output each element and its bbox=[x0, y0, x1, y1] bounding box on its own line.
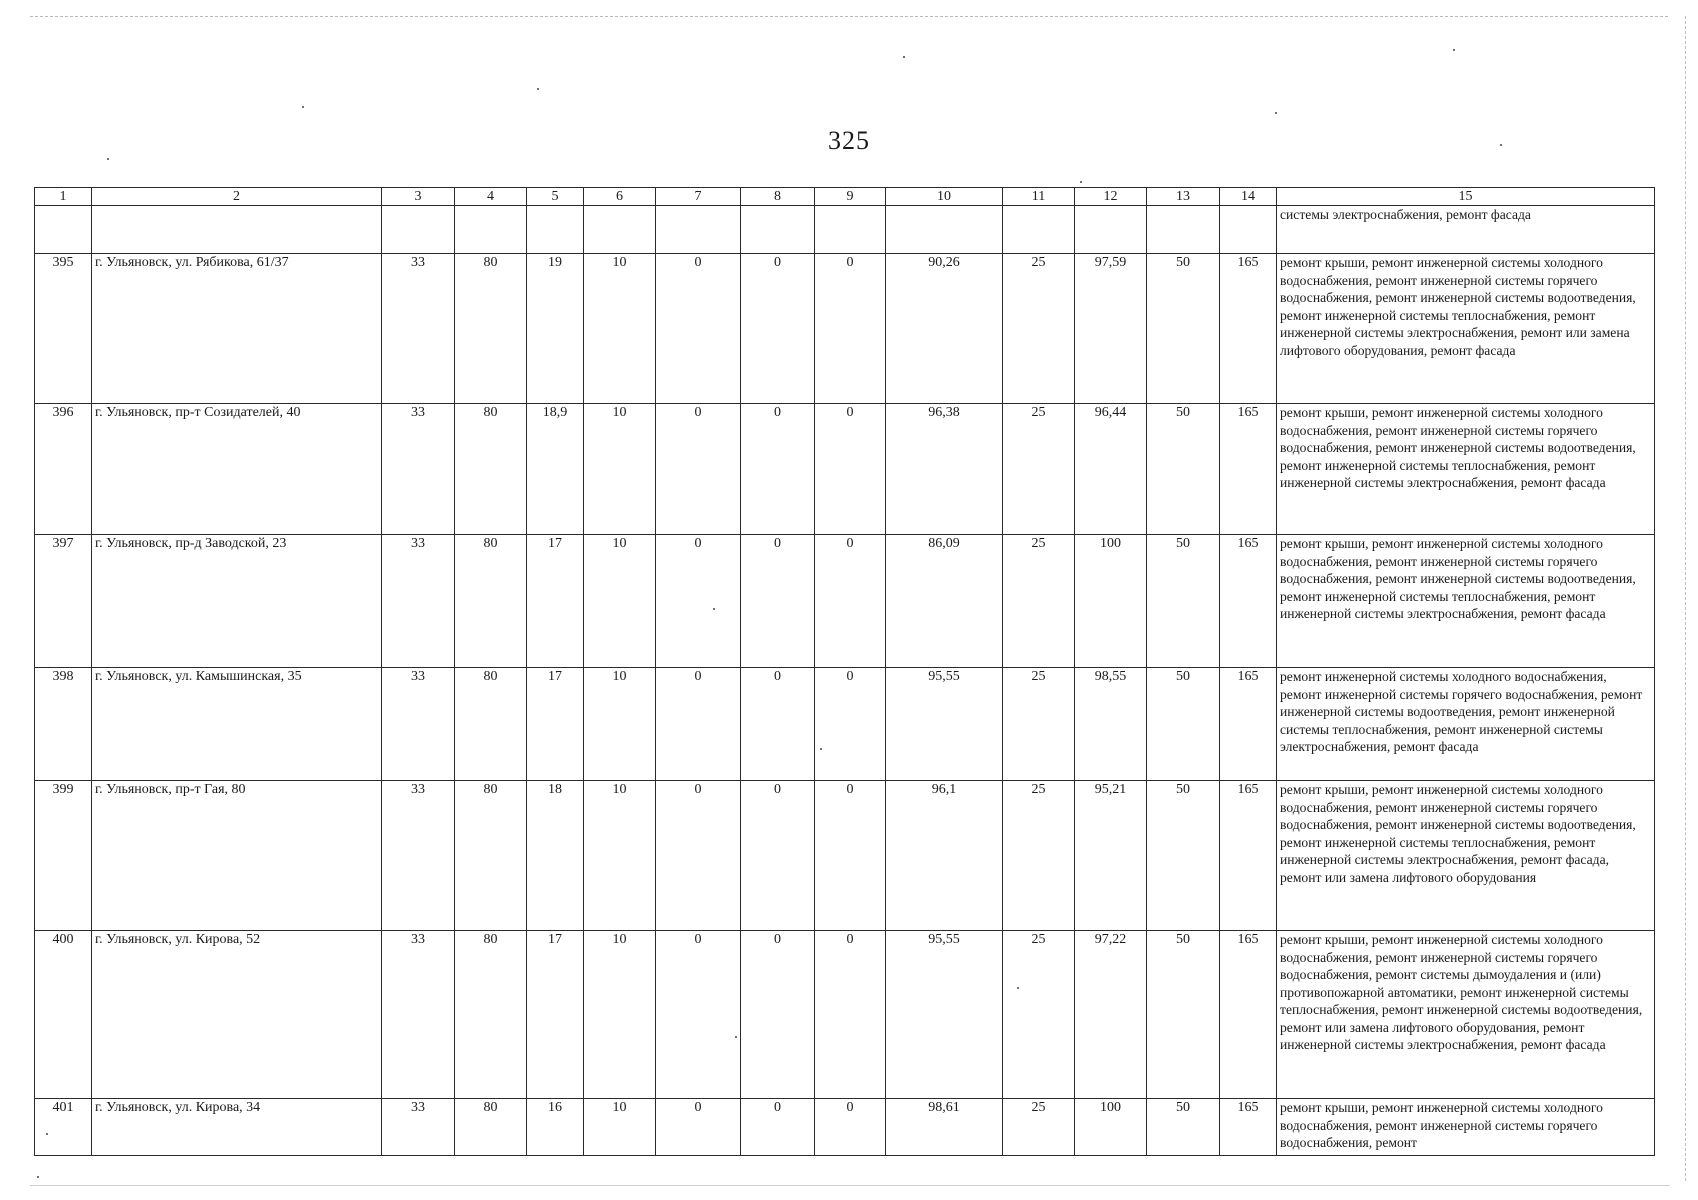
value-cell: 50 bbox=[1147, 404, 1220, 535]
value-cell: 98,61 bbox=[886, 1099, 1003, 1156]
value-cell: 165 bbox=[1220, 1099, 1277, 1156]
column-number: 10 bbox=[886, 188, 1003, 206]
value-cell: 165 bbox=[1220, 254, 1277, 404]
value-cell: 90,26 bbox=[886, 254, 1003, 404]
column-number: 8 bbox=[741, 188, 815, 206]
value-cell: 80 bbox=[455, 404, 527, 535]
value-cell: 0 bbox=[815, 404, 886, 535]
value-cell: 33 bbox=[382, 535, 455, 668]
value-cell: 50 bbox=[1147, 931, 1220, 1099]
value-cell: 50 bbox=[1147, 781, 1220, 931]
column-number-row bbox=[35, 188, 1655, 206]
table-row bbox=[35, 931, 1655, 1099]
register-table bbox=[34, 187, 1655, 1156]
row-number: 395 bbox=[35, 254, 92, 404]
value-cell: 95,55 bbox=[886, 668, 1003, 781]
value-cell: 0 bbox=[741, 404, 815, 535]
address-cell: г. Ульяновск, ул. Кирова, 52 bbox=[92, 931, 382, 1099]
page-number: 325 bbox=[828, 126, 870, 155]
works-cell: ремонт инженерной системы холодного водоснабжения, ремонт инженерной системы горячего водоснабжения, ремонт инженерной системы водоотведения, ремонт инженерной системы теплоснабжения, ремонт инженерной системы электроснабжения, ремонт фасада bbox=[1277, 668, 1655, 781]
address-cell: г. Ульяновск, ул. Рябикова, 61/37 bbox=[92, 254, 382, 404]
value-cell: 0 bbox=[656, 254, 741, 404]
address-cell: г. Ульяновск, пр-т Гая, 80 bbox=[92, 781, 382, 931]
row-number: 401 bbox=[35, 1099, 92, 1156]
value-cell: 80 bbox=[455, 668, 527, 781]
address-cell: г. Ульяновск, пр-т Созидателей, 40 bbox=[92, 404, 382, 535]
value-cell: 10 bbox=[584, 668, 656, 781]
row-number: 400 bbox=[35, 931, 92, 1099]
column-number: 12 bbox=[1075, 188, 1147, 206]
value-cell: 50 bbox=[1147, 254, 1220, 404]
value-cell: 25 bbox=[1003, 1099, 1075, 1156]
table-row bbox=[35, 781, 1655, 931]
value-cell: 0 bbox=[815, 781, 886, 931]
column-number: 3 bbox=[382, 188, 455, 206]
value-cell: 0 bbox=[656, 535, 741, 668]
value-cell: 80 bbox=[455, 535, 527, 668]
scan-edge-right bbox=[1685, 16, 1686, 1181]
value-cell: 80 bbox=[455, 1099, 527, 1156]
value-cell: 0 bbox=[741, 781, 815, 931]
value-cell: 0 bbox=[815, 1099, 886, 1156]
value-cell: 0 bbox=[741, 254, 815, 404]
value-cell: 80 bbox=[455, 254, 527, 404]
value-cell: 0 bbox=[741, 535, 815, 668]
column-number: 5 bbox=[527, 188, 584, 206]
value-cell: 33 bbox=[382, 781, 455, 931]
value-cell: 33 bbox=[382, 1099, 455, 1156]
value-cell: 17 bbox=[527, 535, 584, 668]
works-cell: ремонт крыши, ремонт инженерной системы холодного водоснабжения, ремонт инженерной системы горячего водоснабжения, ремонт инженерной системы водоотведения, ремонт инженерной системы теплоснабжения, ремонт инженерной системы электроснабжения, ремонт фасада, ремонт или замена лифтового оборудования bbox=[1277, 781, 1655, 931]
value-cell: 0 bbox=[656, 1099, 741, 1156]
column-number: 1 bbox=[35, 188, 92, 206]
continuation-row bbox=[35, 206, 1655, 254]
table-row bbox=[35, 668, 1655, 781]
table-row bbox=[35, 535, 1655, 668]
value-cell: 96,44 bbox=[1075, 404, 1147, 535]
value-cell: 17 bbox=[527, 668, 584, 781]
column-number: 13 bbox=[1147, 188, 1220, 206]
column-number: 2 bbox=[92, 188, 382, 206]
table-row bbox=[35, 404, 1655, 535]
value-cell: 95,21 bbox=[1075, 781, 1147, 931]
value-cell: 25 bbox=[1003, 254, 1075, 404]
value-cell: 0 bbox=[741, 668, 815, 781]
value-cell: 25 bbox=[1003, 404, 1075, 535]
value-cell: 86,09 bbox=[886, 535, 1003, 668]
value-cell: 0 bbox=[815, 254, 886, 404]
value-cell: 165 bbox=[1220, 404, 1277, 535]
value-cell: 17 bbox=[527, 931, 584, 1099]
row-number: 398 bbox=[35, 668, 92, 781]
column-number: 15 bbox=[1277, 188, 1655, 206]
value-cell: 10 bbox=[584, 535, 656, 668]
column-number: 4 bbox=[455, 188, 527, 206]
value-cell: 50 bbox=[1147, 668, 1220, 781]
value-cell: 25 bbox=[1003, 668, 1075, 781]
value-cell: 80 bbox=[455, 781, 527, 931]
address-cell: г. Ульяновск, ул. Камышинская, 35 bbox=[92, 668, 382, 781]
value-cell: 33 bbox=[382, 254, 455, 404]
value-cell: 98,55 bbox=[1075, 668, 1147, 781]
value-cell: 33 bbox=[382, 931, 455, 1099]
scan-edge-top bbox=[30, 16, 1668, 17]
value-cell: 165 bbox=[1220, 781, 1277, 931]
value-cell: 10 bbox=[584, 404, 656, 535]
works-cell: системы электроснабжения, ремонт фасада bbox=[1277, 206, 1655, 254]
value-cell: 0 bbox=[741, 931, 815, 1099]
value-cell: 165 bbox=[1220, 931, 1277, 1099]
column-number: 11 bbox=[1003, 188, 1075, 206]
table-row bbox=[35, 254, 1655, 404]
works-cell: ремонт крыши, ремонт инженерной системы холодного водоснабжения, ремонт инженерной системы горячего водоснабжения, ремонт инженерной системы водоотведения, ремонт инженерной системы теплоснабжения, ремонт инженерной системы электроснабжения, ремонт или замена лифтового оборудования, ремонт фасада bbox=[1277, 254, 1655, 404]
works-cell: ремонт крыши, ремонт инженерной системы холодного водоснабжения, ремонт инженерной системы горячего водоснабжения, ремонт bbox=[1277, 1099, 1655, 1156]
value-cell: 16 bbox=[527, 1099, 584, 1156]
value-cell: 10 bbox=[584, 931, 656, 1099]
value-cell: 18,9 bbox=[527, 404, 584, 535]
value-cell: 0 bbox=[656, 404, 741, 535]
value-cell: 165 bbox=[1220, 668, 1277, 781]
value-cell: 96,1 bbox=[886, 781, 1003, 931]
row-number: 397 bbox=[35, 535, 92, 668]
works-cell: ремонт крыши, ремонт инженерной системы холодного водоснабжения, ремонт инженерной системы горячего водоснабжения, ремонт инженерной системы водоотведения, ремонт инженерной системы теплоснабжения, ремонт инженерной системы электроснабжения, ремонт фасада bbox=[1277, 535, 1655, 668]
column-number: 7 bbox=[656, 188, 741, 206]
column-number: 14 bbox=[1220, 188, 1277, 206]
column-number: 9 bbox=[815, 188, 886, 206]
value-cell: 95,55 bbox=[886, 931, 1003, 1099]
value-cell: 0 bbox=[815, 931, 886, 1099]
value-cell: 18 bbox=[527, 781, 584, 931]
value-cell: 25 bbox=[1003, 781, 1075, 931]
row-number: 399 bbox=[35, 781, 92, 931]
value-cell: 0 bbox=[656, 668, 741, 781]
value-cell: 19 bbox=[527, 254, 584, 404]
value-cell: 50 bbox=[1147, 535, 1220, 668]
value-cell: 10 bbox=[584, 1099, 656, 1156]
value-cell: 0 bbox=[815, 535, 886, 668]
value-cell: 97,59 bbox=[1075, 254, 1147, 404]
value-cell: 165 bbox=[1220, 535, 1277, 668]
value-cell: 80 bbox=[455, 931, 527, 1099]
value-cell: 25 bbox=[1003, 535, 1075, 668]
value-cell: 50 bbox=[1147, 1099, 1220, 1156]
works-cell: ремонт крыши, ремонт инженерной системы холодного водоснабжения, ремонт инженерной системы горячего водоснабжения, ремонт системы дымоудаления и (или) противопожарной автоматики, ремонт инженерной системы теплоснабжения, ремонт инженерной системы водоотведения, ремонт или замена лифтового оборудования, ремонт инженерной системы электроснабжения, ремонт фасада bbox=[1277, 931, 1655, 1099]
value-cell: 0 bbox=[656, 931, 741, 1099]
column-number: 6 bbox=[584, 188, 656, 206]
scan-edge-bottom bbox=[30, 1185, 1670, 1186]
table-row bbox=[35, 1099, 1655, 1156]
value-cell: 33 bbox=[382, 404, 455, 535]
value-cell: 10 bbox=[584, 781, 656, 931]
value-cell: 10 bbox=[584, 254, 656, 404]
value-cell: 96,38 bbox=[886, 404, 1003, 535]
value-cell: 0 bbox=[656, 781, 741, 931]
value-cell: 0 bbox=[741, 1099, 815, 1156]
value-cell: 25 bbox=[1003, 931, 1075, 1099]
address-cell: г. Ульяновск, пр-д Заводской, 23 bbox=[92, 535, 382, 668]
address-cell: г. Ульяновск, ул. Кирова, 34 bbox=[92, 1099, 382, 1156]
value-cell: 0 bbox=[815, 668, 886, 781]
value-cell: 33 bbox=[382, 668, 455, 781]
row-number: 396 bbox=[35, 404, 92, 535]
value-cell: 97,22 bbox=[1075, 931, 1147, 1099]
value-cell: 100 bbox=[1075, 1099, 1147, 1156]
value-cell: 100 bbox=[1075, 535, 1147, 668]
works-cell: ремонт крыши, ремонт инженерной системы холодного водоснабжения, ремонт инженерной системы горячего водоснабжения, ремонт инженерной системы водоотведения, ремонт инженерной системы теплоснабжения, ремонт инженерной системы электроснабжения, ремонт фасада bbox=[1277, 404, 1655, 535]
